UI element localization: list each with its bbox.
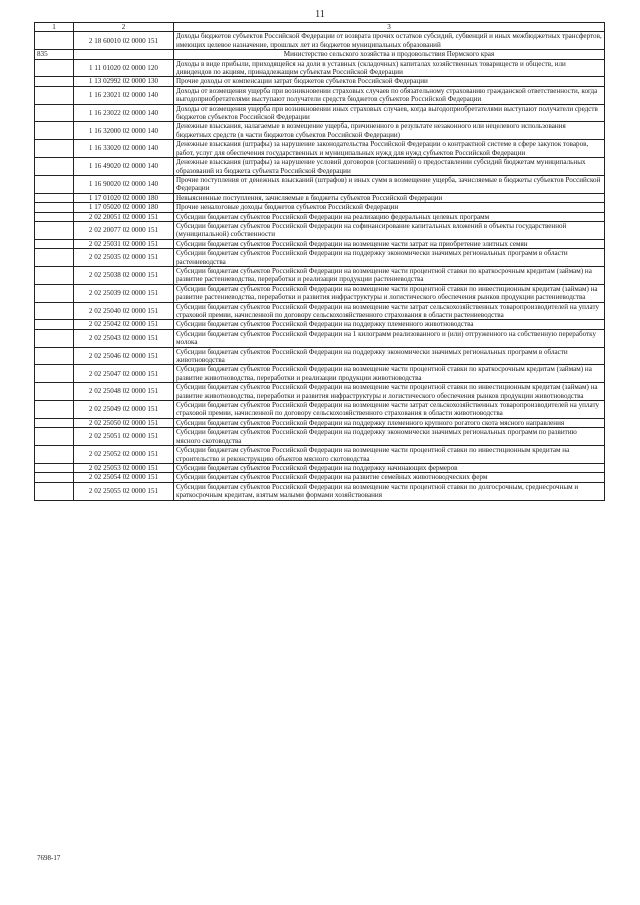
table-row — [35, 104, 605, 122]
table-row — [35, 463, 605, 472]
page-number: 11 — [315, 9, 325, 20]
budget-code-cell: 2 02 25038 02 0000 151 — [74, 266, 174, 284]
budget-code-cell: 1 16 90020 02 0000 140 — [74, 175, 174, 193]
budget-code-cell: 2 02 25055 02 0000 151 — [74, 482, 174, 500]
budget-code-cell: 1 13 02992 02 0000 130 — [74, 77, 174, 86]
budget-code-cell: 2 02 25053 02 0000 151 — [74, 463, 174, 472]
table-row — [35, 86, 605, 104]
description-cell: Прочие неналоговые доходы бюджетов субъектов Российской Федерации — [174, 203, 605, 212]
header-col-1: 1 — [35, 23, 74, 32]
table-row — [35, 302, 605, 320]
budget-code-cell: 1 16 33020 02 0000 140 — [74, 140, 174, 158]
budget-code-cell — [74, 50, 174, 59]
budget-code-cell: 2 02 25051 02 0000 151 — [74, 428, 174, 446]
admin-code-cell — [35, 347, 74, 365]
budget-code-cell: 2 02 25048 02 0000 151 — [74, 383, 174, 401]
budget-code-cell: 1 16 32000 02 0000 140 — [74, 122, 174, 140]
table-row — [35, 193, 605, 202]
description-cell: Субсидии бюджетам субъектов Российской Федерации на возмещение части затрат сельскохозяйственных товаропроизводителей на уплату страховой премии, начисленной по договору сельскохозяйственного страхования в области растениеводства — [174, 302, 605, 320]
description-cell: Субсидии бюджетам субъектов Российской Федерации на софинансирование капитальных вложений в объекты государственной (муниципальной) собственности — [174, 221, 605, 239]
table-header-row — [35, 23, 605, 32]
budget-code-cell: 2 02 25043 02 0000 151 — [74, 329, 174, 347]
description-cell: Субсидии бюджетам субъектов Российской Федерации на возмещение части процентной ставки по краткосрочным кредитам (займам) на развитие растениеводства, переработки и реализации продукции растениеводства — [174, 266, 605, 284]
admin-code-cell — [35, 32, 74, 50]
table-row — [35, 249, 605, 267]
table-row — [35, 347, 605, 365]
budget-code-cell: 2 02 25042 02 0000 151 — [74, 320, 174, 329]
table-row — [35, 175, 605, 193]
description-cell: Денежные взыскания (штрафы) за нарушение условий договоров (соглашений) о предоставлении субсидий бюджетам муниципальных образований из бюджета субъекта Российской Федерации — [174, 158, 605, 176]
budget-code-cell: 2 02 25050 02 0000 151 — [74, 418, 174, 427]
table-row — [35, 221, 605, 239]
budget-code-cell: 2 02 25040 02 0000 151 — [74, 302, 174, 320]
budget-code-cell: 1 11 01020 02 0000 120 — [74, 59, 174, 77]
table-row — [35, 320, 605, 329]
description-cell: Субсидии бюджетам субъектов Российской Федерации на поддержку племенного животноводства — [174, 320, 605, 329]
description-cell: Доходы в виде прибыли, приходящейся на доли в уставных (складочных) капиталах хозяйственных товариществ и обществ, или дивидендов по акциям, принадлежащим субъектам Российской Федерации — [174, 59, 605, 77]
admin-code-cell — [35, 59, 74, 77]
admin-code-cell — [35, 463, 74, 472]
table-row — [35, 383, 605, 401]
description-cell: Субсидии бюджетам субъектов Российской Федерации на возмещение части процентной ставки по инвестиционным кредитам (займам) на развитие растениеводства, переработки и развития инфраструктуры и логистического обеспечения рынков продукции растениеводства — [174, 284, 605, 302]
description-cell: Прочие поступления от денежных взысканий (штрафов) и иных сумм в возмещение ущерба, зачисляемые в бюджеты субъектов Российской Федерации — [174, 175, 605, 193]
table-row — [35, 122, 605, 140]
description-cell: Субсидии бюджетам субъектов Российской Федерации на 1 килограмм реализованного и (или) отгруженного на собственную переработку молока — [174, 329, 605, 347]
admin-code-cell — [35, 383, 74, 401]
table-row — [35, 32, 605, 50]
budget-code-cell: 2 02 20051 02 0000 151 — [74, 212, 174, 221]
admin-code-cell — [35, 249, 74, 267]
description-cell: Субсидии бюджетам субъектов Российской Федерации на поддержку начинающих фермеров — [174, 463, 605, 472]
table-row — [35, 266, 605, 284]
table-row — [35, 203, 605, 212]
description-cell: Доходы бюджетов субъектов Российской Федерации от возврата прочих остатков субсидий, субвенций и иных межбюджетных трансфертов, имеющих целевое назначение, прошлых лет из бюджетов муниципальных образований — [174, 32, 605, 50]
description-cell: Денежные взыскания, налагаемые в возмещение ущерба, причиненного в результате незаконного или нецелевого использования бюджетных средств (в части бюджетов субъектов Российской Федерации) — [174, 122, 605, 140]
admin-code-cell — [35, 140, 74, 158]
budget-code-cell: 2 18 60010 02 0000 151 — [74, 32, 174, 50]
admin-code-cell — [35, 320, 74, 329]
admin-code-cell — [35, 212, 74, 221]
admin-code-cell — [35, 203, 74, 212]
admin-code-cell — [35, 302, 74, 320]
budget-code-cell: 2 02 25047 02 0000 151 — [74, 365, 174, 383]
admin-code-cell — [35, 266, 74, 284]
admin-code-cell — [35, 482, 74, 500]
admin-code-cell — [35, 175, 74, 193]
budget-code-cell: 2 02 20077 02 0000 151 — [74, 221, 174, 239]
description-cell: Денежные взыскания (штрафы) за нарушение законодательства Российской Федерации о контрактной системе в сфере закупок товаров, работ, услуг для обеспечения государственных и муниципальных нужд для нужд субъектов Российской Федерации — [174, 140, 605, 158]
budget-code-cell: 2 02 25054 02 0000 151 — [74, 473, 174, 482]
table-row — [35, 158, 605, 176]
footer-code: 7698-17 — [37, 854, 61, 862]
description-cell: Субсидии бюджетам субъектов Российской Федерации на поддержку экономически значимых региональных программ по развитию мясного скотоводства — [174, 428, 605, 446]
budget-code-cell: 2 02 25039 02 0000 151 — [74, 284, 174, 302]
table-row — [35, 473, 605, 482]
description-cell: Субсидии бюджетам субъектов Российской Федерации на возмещение части процентной ставки по инвестиционным кредитам (займам) на развитие животноводства, переработки и развития инфраструктуры и логистического обеспечения рынков продукции животноводства — [174, 383, 605, 401]
admin-code-cell — [35, 428, 74, 446]
admin-code-cell — [35, 193, 74, 202]
description-cell: Субсидии бюджетам субъектов Российской Федерации на поддержку экономически значимых региональных программ в области животноводства — [174, 347, 605, 365]
description-cell: Субсидии бюджетам субъектов Российской Федерации на возмещение части процентной ставки по краткосрочным кредитам (займам) на развитие животноводства, переработки и реализации продукции животноводства — [174, 365, 605, 383]
budget-code-cell: 2 02 25031 02 0000 151 — [74, 239, 174, 248]
budget-code-cell: 1 17 05020 02 0000 180 — [74, 203, 174, 212]
budget-code-cell: 1 16 23022 02 0000 140 — [74, 104, 174, 122]
admin-code-cell — [35, 158, 74, 176]
table-row — [35, 428, 605, 446]
budget-code-cell: 1 16 49020 02 0000 140 — [74, 158, 174, 176]
admin-code-cell: 835 — [35, 50, 74, 59]
table-row — [35, 418, 605, 427]
description-cell: Доходы от возмещения ущерба при возникновении страховых случаев по обязательному страхованию гражданской ответственности, когда выгодоприобретателями выступают получатели средств бюджетов субъектов Российской Федерации — [174, 86, 605, 104]
admin-code-cell — [35, 473, 74, 482]
description-cell: Доходы от возмещения ущерба при возникновении иных страховых случаев, когда выгодоприобретателями выступают получатели средств бюджетов субъектов Российской Федерации — [174, 104, 605, 122]
table-row — [35, 401, 605, 419]
admin-code-cell — [35, 122, 74, 140]
description-cell: Субсидии бюджетам субъектов Российской Федерации на развитие семейных животноводческих ферм — [174, 473, 605, 482]
description-cell: Субсидии бюджетам субъектов Российской Федерации на возмещение части затрат сельскохозяйственных товаропроизводителей на уплату страховой премии, начисленной по договору сельскохозяйственного страхования в области животноводства — [174, 401, 605, 419]
admin-code-cell — [35, 104, 74, 122]
description-cell: Министерство сельского хозяйства и продовольствия Пермского края — [174, 50, 605, 59]
description-cell: Субсидии бюджетам субъектов Российской Федерации на поддержку экономически значимых региональных программ в области растениеводства — [174, 249, 605, 267]
header-col-3: 3 — [174, 23, 605, 32]
header-col-2: 2 — [74, 23, 174, 32]
budget-code-cell: 2 02 25046 02 0000 151 — [74, 347, 174, 365]
table-row — [35, 77, 605, 86]
budget-code-cell: 2 02 25049 02 0000 151 — [74, 401, 174, 419]
table-row — [35, 239, 605, 248]
admin-code-cell — [35, 86, 74, 104]
admin-code-cell — [35, 77, 74, 86]
admin-code-cell — [35, 401, 74, 419]
admin-code-cell — [35, 365, 74, 383]
description-cell: Субсидии бюджетам субъектов Российской Федерации на поддержку племенного крупного рогатого скота мясного направления — [174, 418, 605, 427]
table-row — [35, 446, 605, 464]
table-row — [35, 59, 605, 77]
table-row — [35, 140, 605, 158]
table-row — [35, 329, 605, 347]
admin-code-cell — [35, 329, 74, 347]
description-cell: Субсидии бюджетам субъектов Российской Федерации на возмещение части затрат на приобретение элитных семян — [174, 239, 605, 248]
admin-code-cell — [35, 446, 74, 464]
admin-code-cell — [35, 418, 74, 427]
table-row — [35, 365, 605, 383]
budget-code-cell: 2 02 25035 02 0000 151 — [74, 249, 174, 267]
admin-code-cell — [35, 221, 74, 239]
table-row — [35, 212, 605, 221]
table-row — [35, 482, 605, 500]
budget-code-cell: 1 16 23021 02 0000 140 — [74, 86, 174, 104]
section-row — [35, 50, 605, 59]
description-cell: Субсидии бюджетам субъектов Российской Федерации на возмещение части процентной ставки по инвестиционным кредитам на строительство и реконструкцию объектов мясного скотоводства — [174, 446, 605, 464]
table-row — [35, 284, 605, 302]
description-cell: Прочие доходы от компенсации затрат бюджетов субъектов Российской Федерации — [174, 77, 605, 86]
admin-code-cell — [35, 239, 74, 248]
description-cell: Субсидии бюджетам субъектов Российской Федерации на возмещение части процентной ставки по долгосрочным, среднесрочным и краткосрочным кредитам, взятым малыми формами хозяйствования — [174, 482, 605, 500]
revenue-codes-table — [34, 22, 605, 501]
admin-code-cell — [35, 284, 74, 302]
description-cell: Субсидии бюджетам субъектов Российской Федерации на реализацию федеральных целевых программ — [174, 212, 605, 221]
budget-code-cell: 2 02 25052 02 0000 151 — [74, 446, 174, 464]
budget-code-cell: 1 17 01020 02 0000 180 — [74, 193, 174, 202]
description-cell: Невыясненные поступления, зачисляемые в бюджеты субъектов Российской Федерации — [174, 193, 605, 202]
